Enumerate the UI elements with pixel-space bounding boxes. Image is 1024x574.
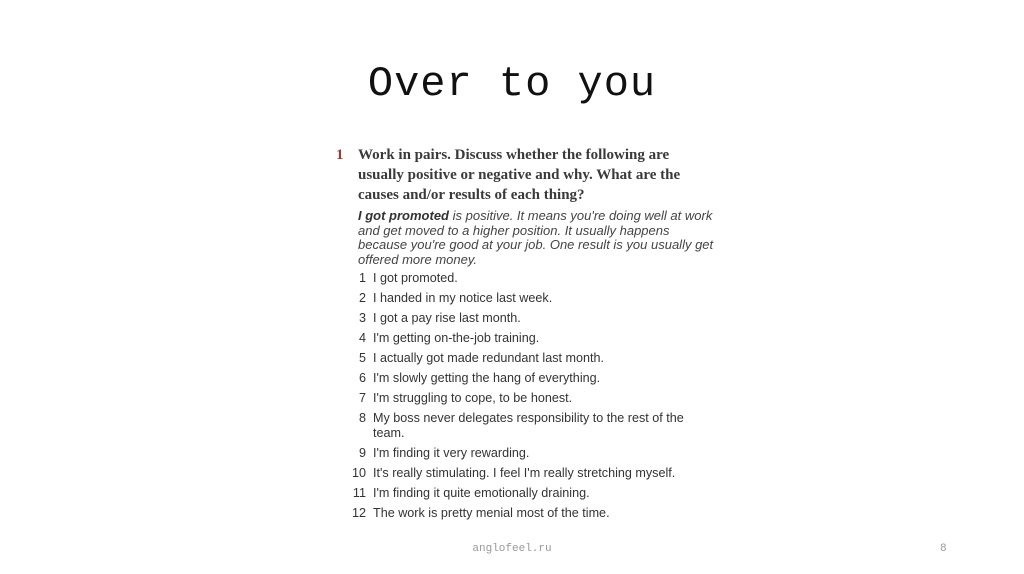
page-number: 8 bbox=[940, 543, 947, 555]
item-list bbox=[330, 271, 715, 526]
list-item bbox=[330, 466, 715, 481]
item-text: I handed in my notice last week. bbox=[373, 291, 553, 306]
item-text: I actually got made redundant last month. bbox=[373, 351, 605, 366]
exercise-instruction: Work in pairs. Discuss whether the following are usually positive or negative and why. What are the causes and/or results of each thing? bbox=[358, 147, 681, 203]
item-text: I'm finding it very rewarding. bbox=[373, 446, 530, 461]
list-item bbox=[330, 351, 715, 366]
item-number: 10 bbox=[351, 466, 366, 481]
list-item bbox=[330, 446, 715, 461]
example-rest: is positive. It means you're doing well at work and get moved to a higher position. It usually happens because you're good at your job. One result is you usually get offered more money. bbox=[358, 208, 714, 267]
item-text: It's really stimulating. I feel I'm really stretching myself. bbox=[373, 466, 676, 481]
example-text bbox=[358, 209, 715, 267]
item-text: I got a pay rise last month. bbox=[373, 311, 521, 326]
item-text: My boss never delegates responsibility to the rest of the team. bbox=[373, 411, 684, 441]
item-number: 5 bbox=[358, 351, 366, 366]
list-item bbox=[330, 411, 715, 441]
item-number: 8 bbox=[358, 411, 366, 426]
exercise-image bbox=[330, 145, 715, 526]
item-number: 4 bbox=[358, 331, 366, 346]
list-item bbox=[330, 486, 715, 501]
list-item bbox=[330, 331, 715, 346]
exercise-header bbox=[330, 145, 715, 205]
item-number: 2 bbox=[358, 291, 366, 306]
item-number: 9 bbox=[358, 446, 366, 461]
item-text: The work is pretty menial most of the time. bbox=[373, 506, 610, 521]
item-number: 11 bbox=[352, 486, 366, 501]
item-number: 12 bbox=[351, 506, 366, 521]
exercise-number: 1 bbox=[336, 147, 344, 163]
item-text: I'm finding it quite emotionally draining. bbox=[373, 486, 590, 501]
item-text: I'm slowly getting the hang of everything. bbox=[373, 371, 601, 386]
item-number: 3 bbox=[358, 311, 366, 326]
example-bold: I got promoted bbox=[358, 208, 449, 223]
list-item bbox=[330, 506, 715, 521]
item-number: 7 bbox=[358, 391, 366, 406]
item-text: I'm getting on-the-job training. bbox=[373, 331, 540, 346]
list-item bbox=[330, 311, 715, 326]
footer-source: anglofeel.ru bbox=[472, 543, 552, 555]
list-item bbox=[330, 291, 715, 306]
list-item bbox=[330, 371, 715, 386]
slide-title: Over to you bbox=[367, 60, 657, 108]
item-number: 6 bbox=[358, 371, 366, 386]
list-item bbox=[330, 271, 715, 286]
list-item bbox=[330, 391, 715, 406]
item-text: I got promoted. bbox=[373, 271, 458, 286]
item-text: I'm struggling to cope, to be honest. bbox=[373, 391, 573, 406]
item-number: 1 bbox=[358, 271, 366, 286]
